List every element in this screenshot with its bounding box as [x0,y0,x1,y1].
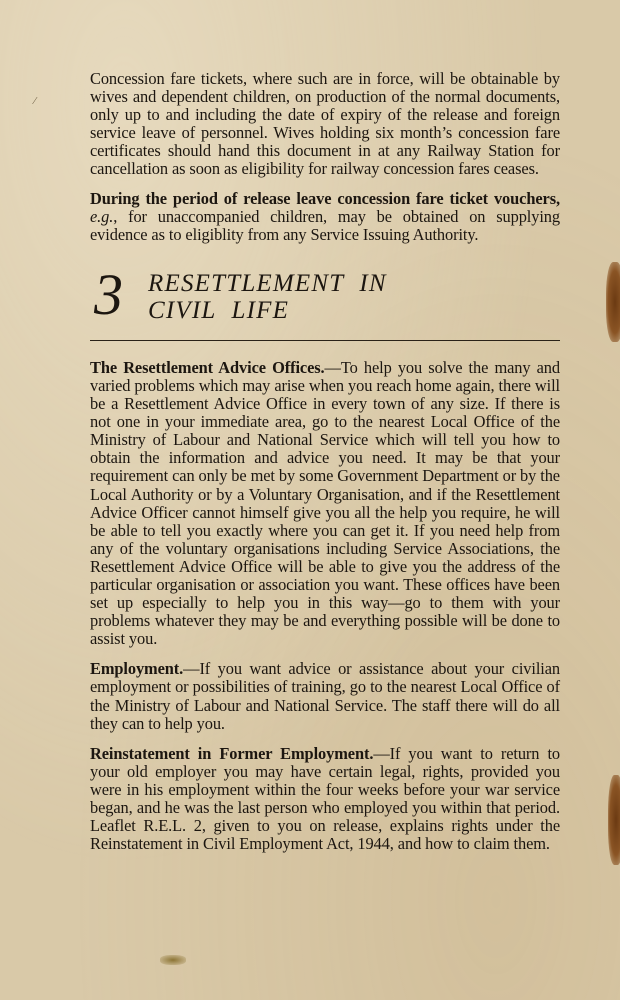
document-page [90,70,560,865]
section-heading [90,261,560,341]
release-leave-paragraph [90,190,560,244]
paper-stain-bottom [160,955,186,965]
section-body [90,359,560,853]
paragraph-heading: Employment. [90,659,184,679]
section-title [148,270,387,324]
concession-fare-paragraph: Concession fare tickets, where such are in force, will be obtainable by wives and dependent children, on production of the normal documents, only up to and including the date of expiry of the release and foreign service leave of personnel. Wives holding six month’s concession fare certificates should hand this document in at any Railway Station for cancellation as soon as eligibility for railway concession fares ceases. [90,69,560,179]
employment-paragraph [90,660,560,732]
section-title-line1: RESETTLEMENT IN [148,269,387,297]
reinstatement-paragraph [90,745,560,854]
paragraph-text: —If you want advice or assistance about your civilian employment or possibilities of training, go to the nearest Local Office of the Ministry of Labour and National Service. The staff there will do all they can to help you. [90,659,560,733]
section-number: 3 [94,261,123,327]
eg-abbrev: e.g. [90,206,114,226]
paragraph-heading: The Resettlement Advice Offices. [90,357,325,377]
pencil-mark: ⁄ [34,96,36,107]
release-leave-text-bold: During the period of release leave concession fare ticket vouchers, [90,188,560,208]
resettlement-offices-paragraph [90,359,560,649]
release-leave-text: , for unaccompanied children, may be obtained on supplying evidence as to eligiblity from any Service Issuing Authority. [90,206,560,244]
paragraph-heading: Reinstatement in Former Employment. [90,743,374,763]
paragraph-text: —If you want to return to your old employer you may have certain legal, rights, provided you were in his employment within the four weeks before your war service began, and he was the last person who employed you within that period. Leaflet R.E.L. 2, given to you on release, explains rights under the Reinstatement in Civil Employment Act, 1944, and how to claim them. [90,743,560,854]
section-title-line2: CIVIL LIFE [148,296,290,324]
paper-stain-right-bottom [608,775,620,865]
paper-stain-right-top [606,262,620,342]
paragraph-text: —To help you solve the many and varied problems which may arise when you reach home again, there will be a Resettlement Advice Office in every town of any size. If there is not one in your immediate area, go to the nearest Local Office of the Ministry of Labour and National Service which will tell you how to obtain the information and advice you need. It may be that your requirement can only be met by some Government Department or by the Local Authority or by a Voluntary Organisation, and if the Resettlement Advice Officer cannot himself give you all the help you require, he will be able to tell you exactly where you can get it. If you need help from any of the voluntary organisations including Service Associations, the Resettlement Advice Office will be able to give you the address of the particular organisation or association you want. These offices have been set up especially to help you in this way—go to them with your problems whatever they may be and everything possible will be done to assist you. [90,357,560,649]
